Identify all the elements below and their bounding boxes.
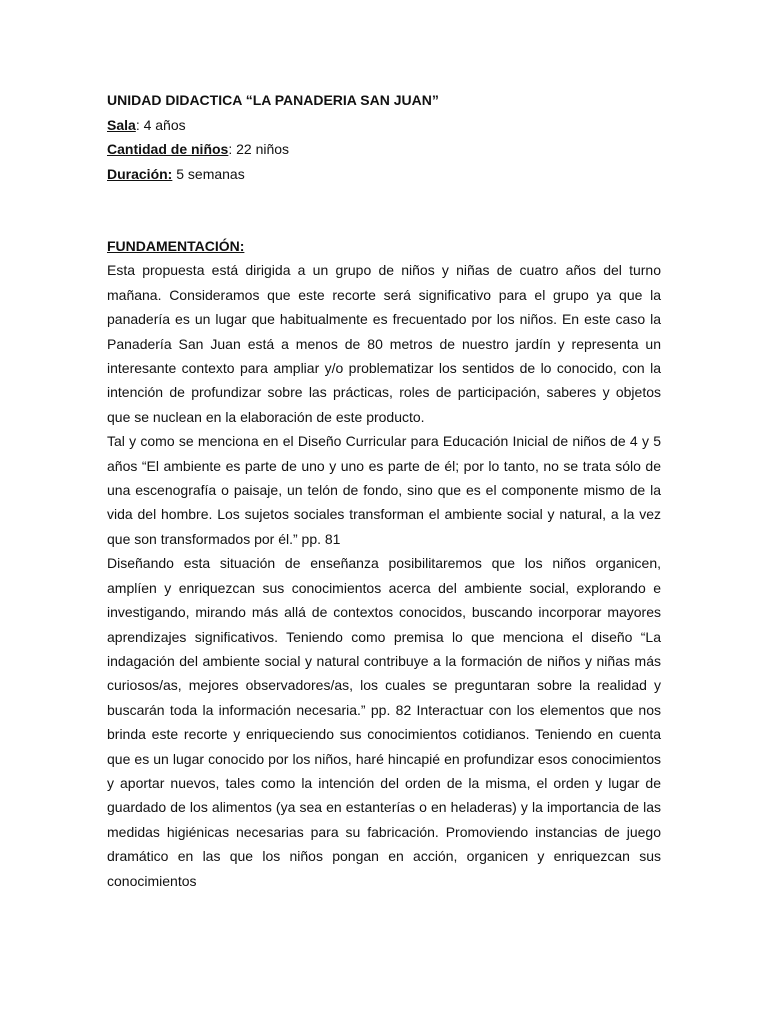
field-sala-value: : 4 años (135, 116, 186, 133)
paragraph-1: Esta propuesta está dirigida a un grupo de niños y niñas de cuatro años del turno mañana. Consideramos que este recorte será significativo para el grupo ya que la panadería es un lugar que habitualmente es frecuentado por los niños. En este caso la Panadería San Juan está a menos de 80 metros de nuestro jardín y representa un interesante contexto para ampliar y/o problematizar los sentidos de lo conocido, con la intención de profundizar sobre las prácticas, roles de participación, saberes y objetos que se nuclean en la elaboración de este producto. (107, 262, 661, 425)
fundamentacion-section (107, 234, 661, 893)
document-title: UNIDAD DIDACTICA “LA PANADERIA SAN JUAN” (107, 92, 439, 108)
field-duracion-value: 5 semanas (172, 165, 245, 182)
field-cantidad-ninos (107, 137, 667, 162)
section-heading: FUNDAMENTACIÓN: (107, 238, 245, 254)
paragraph-2: Tal y como se menciona en el Diseño Curricular para Educación Inicial de niños de 4 y 5 años “El ambiente es parte de uno y uno es parte de él; por lo tanto, no se trata sólo de una escenografía o paisaje, un telón de fondo, sino que es el componente mismo de la vida del hombre. Los sujetos sociales transforman el ambiente social y natural, a la vez que son transformados por él.” pp. 81 (107, 433, 661, 547)
field-sala (107, 113, 667, 138)
paragraph-3: Diseñando esta situación de enseñanza posibilitaremos que los niños organicen, amplíen y enriquezcan sus conocimientos acerca del ambiente social, explorando e investigando, mirando más allá de contextos conocidos, buscando incorporar mayores aprendizajes significativos. Teniendo como premisa lo que menciona el diseño “La indagación del ambiente social y natural contribuye a la formación de niños y niñas más curiosos/as, mejores observadores/as, los cuales se preguntaran sobre la realidad y buscarán toda la información necesaria.” pp. 82 Interactuar con los elementos que nos brinda este recorte y enriqueciendo sus conocimientos cotidianos. Teniendo en cuenta que es un lugar conocido por los niños, haré hincapié en profundizar esos conocimientos y aportar nuevos, tales como la intención del orden de la misma, el orden y lugar de guardado de los alimentos (ya sea en estanterías o en heladeras) y la importancia de las medidas higiénicas necesarias para su fabricación. Promoviendo instancias de juego dramático en las que los niños pongan en acción, organicen y enriquezcan sus conocimientos (107, 555, 661, 889)
field-duracion (107, 162, 667, 187)
field-cantidad-ninos-label: Cantidad de niños (107, 141, 229, 157)
document-header (107, 88, 667, 186)
field-sala-label: Sala (107, 116, 136, 133)
field-duracion-label: Duración: (107, 165, 173, 182)
field-cantidad-ninos-value: : 22 niños (228, 141, 290, 157)
